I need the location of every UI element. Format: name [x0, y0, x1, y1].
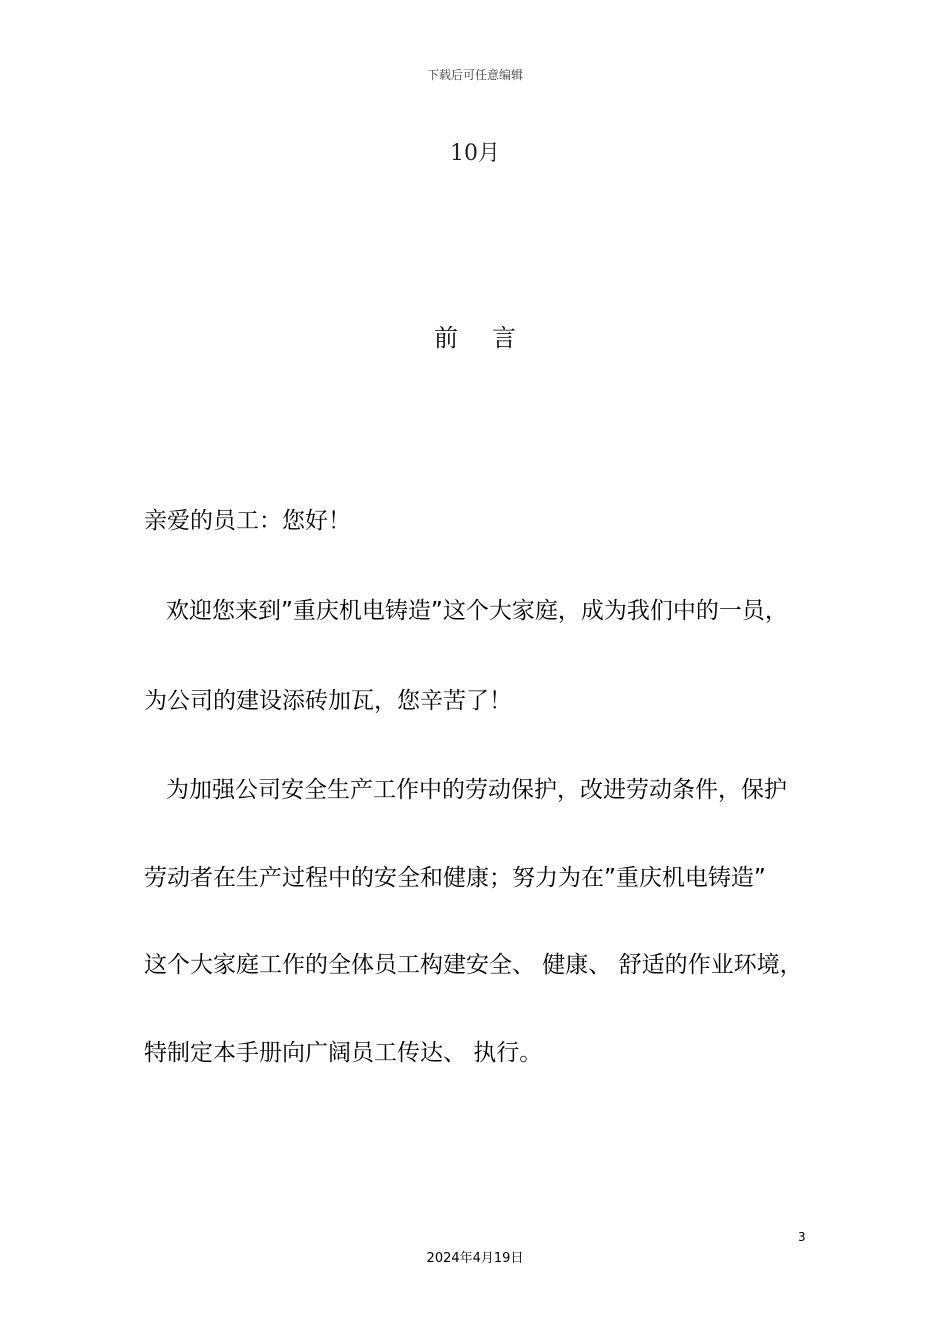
preface-title — [0, 318, 950, 353]
header-note: 下载后可任意编辑 — [426, 68, 523, 82]
body-line-5: 这个大家庭工作的全体员工构建安全、 健康、 舒适的作业环境， — [144, 952, 803, 978]
body-line-1: 欢迎您来到”重庆机电铸造”这个大家庭，成为我们中的一员， — [166, 598, 788, 624]
footer-date: 2024年4月19日 — [426, 1251, 524, 1266]
body-line-3: 为加强公司安全生产工作中的劳动保护，改进劳动条件，保护 — [166, 777, 787, 803]
body-line-4: 劳动者在生产过程中的安全和健康；努力为在”重庆机电铸造” — [144, 865, 766, 891]
preface-title-char-1: 前 — [434, 324, 458, 352]
preface-title-char-2: 言 — [492, 324, 516, 352]
greeting-line: 亲爱的员工：您好！ — [144, 508, 351, 534]
body-line-6: 特制定本手册向广阔员工传达、 执行。 — [144, 1040, 543, 1066]
page-number: 3 — [798, 1230, 806, 1244]
body-line-2: 为公司的建设添砖加瓦，您辛苦了！ — [144, 688, 512, 714]
month-label: 10月 — [450, 141, 500, 166]
